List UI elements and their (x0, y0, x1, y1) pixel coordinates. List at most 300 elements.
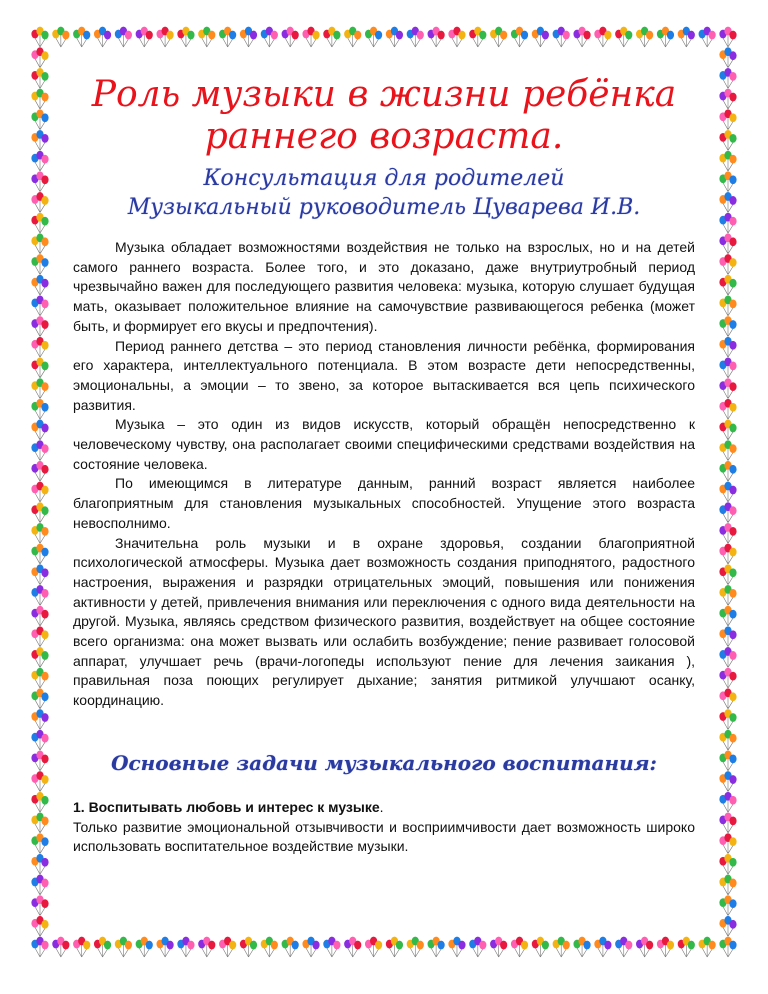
balloon (41, 796, 48, 805)
balloon (646, 31, 653, 40)
balloon-cluster (31, 771, 48, 791)
balloon (250, 31, 257, 40)
balloon-cluster (532, 937, 549, 957)
balloon-cluster (282, 937, 299, 957)
balloon (41, 93, 48, 102)
balloon (729, 899, 736, 908)
balloon-cluster (156, 937, 173, 957)
balloon-cluster (553, 27, 570, 47)
task-title: 1. Воспитывать любовь и интерес к музыке (73, 799, 380, 815)
task-heading (73, 798, 695, 818)
balloon (729, 858, 736, 867)
balloon-cluster (323, 937, 340, 957)
balloon-cluster (31, 523, 48, 543)
balloon (229, 31, 236, 40)
balloon (41, 237, 48, 246)
balloon-cluster (719, 27, 736, 47)
balloon (41, 610, 48, 619)
balloon-cluster (323, 27, 340, 47)
balloon (41, 279, 48, 288)
balloon-cluster (31, 233, 48, 253)
balloon (729, 589, 736, 598)
balloon-cluster (31, 606, 48, 626)
balloon-cluster (302, 27, 319, 47)
balloon (729, 465, 736, 474)
title-line-1: Роль музыки в жизни ребёнка (91, 74, 677, 115)
balloon-cluster (94, 27, 111, 47)
balloon-cluster (719, 275, 736, 295)
balloon (104, 941, 111, 950)
balloon (41, 444, 48, 453)
balloon (41, 51, 48, 60)
balloon (500, 31, 507, 40)
balloon-cluster (365, 937, 382, 957)
balloon (625, 31, 632, 40)
balloon (604, 941, 611, 950)
balloon-cluster (31, 275, 48, 295)
balloon-cluster (344, 937, 361, 957)
balloon (729, 134, 736, 143)
balloon (41, 568, 48, 577)
balloon (583, 31, 590, 40)
balloon-cluster (31, 420, 48, 440)
balloon (729, 527, 736, 536)
balloon-cluster (719, 440, 736, 460)
balloon (521, 941, 528, 950)
task-item (73, 798, 695, 857)
balloon-cluster (719, 420, 736, 440)
balloon (417, 31, 424, 40)
task-text: Только развитие эмоциональной отзывчивости и восприимчивости дает возможность широко использовать воспитательное воздействие музыки. (73, 818, 695, 855)
balloon-cluster (719, 813, 736, 833)
balloon (146, 941, 153, 950)
balloon (354, 941, 361, 950)
balloon-cluster (31, 482, 48, 502)
balloon (604, 31, 611, 40)
balloon-cluster (594, 27, 611, 47)
balloon-cluster (407, 937, 424, 957)
balloon (729, 548, 736, 557)
balloon-cluster (31, 833, 48, 853)
balloon-cluster (31, 502, 48, 522)
balloon (292, 941, 299, 950)
balloon (41, 465, 48, 474)
balloon (41, 879, 48, 888)
balloon (667, 31, 674, 40)
balloon-cluster (31, 130, 48, 150)
balloon-cluster (31, 792, 48, 812)
balloon (729, 920, 736, 929)
balloon (271, 31, 278, 40)
balloon (625, 941, 632, 950)
balloon-cluster (31, 688, 48, 708)
balloon-cluster (31, 378, 48, 398)
balloon (208, 941, 215, 950)
balloon-cluster (31, 709, 48, 729)
balloon (729, 775, 736, 784)
balloon-cluster (240, 27, 257, 47)
balloon (646, 941, 653, 950)
balloon-cluster (719, 109, 736, 129)
balloon (729, 320, 736, 329)
balloon (729, 817, 736, 826)
balloon (41, 424, 48, 433)
balloon-cluster (31, 895, 48, 915)
balloon-cluster (719, 295, 736, 315)
balloon (729, 258, 736, 267)
balloon (354, 31, 361, 40)
balloon (41, 217, 48, 226)
balloon-cluster (719, 378, 736, 398)
balloon (83, 941, 90, 950)
balloon (396, 941, 403, 950)
balloon-cluster (553, 937, 570, 957)
balloon (125, 941, 132, 950)
balloon (729, 879, 736, 888)
balloon (729, 734, 736, 743)
balloon (41, 837, 48, 846)
balloon-cluster (115, 937, 132, 957)
balloon-cluster (31, 647, 48, 667)
balloon-cluster (31, 358, 48, 378)
balloon-cluster (344, 27, 361, 47)
balloon (729, 113, 736, 122)
balloon (583, 941, 590, 950)
balloon-cluster (719, 647, 736, 667)
balloon-cluster (31, 461, 48, 481)
balloon-cluster (678, 27, 695, 47)
balloon (229, 941, 236, 950)
balloon-cluster (31, 213, 48, 233)
balloon (41, 382, 48, 391)
balloon (729, 217, 736, 226)
balloon (41, 817, 48, 826)
balloon (41, 341, 48, 350)
balloon-cluster (31, 254, 48, 274)
balloon (729, 382, 736, 391)
balloon (333, 31, 340, 40)
balloon-cluster (31, 585, 48, 605)
balloon (41, 196, 48, 205)
balloon-cluster (719, 461, 736, 481)
balloon (41, 320, 48, 329)
balloon-cluster (719, 213, 736, 233)
balloon-cluster (31, 109, 48, 129)
balloon-cluster (407, 27, 424, 47)
balloon-cluster (719, 564, 736, 584)
balloon-cluster (719, 171, 736, 191)
balloon (729, 713, 736, 722)
balloon-cluster (240, 937, 257, 957)
balloon-cluster (428, 27, 445, 47)
balloon-cluster (615, 937, 632, 957)
balloon-cluster (31, 668, 48, 688)
balloon (41, 31, 48, 40)
balloon-cluster (719, 358, 736, 378)
balloon (729, 672, 736, 681)
balloon-cluster (719, 482, 736, 502)
balloon-cluster (469, 937, 486, 957)
balloon-cluster (31, 937, 48, 957)
balloon (396, 31, 403, 40)
balloon-cluster (719, 875, 736, 895)
balloon (729, 155, 736, 164)
balloon (292, 31, 299, 40)
balloon (688, 941, 695, 950)
balloon (333, 941, 340, 950)
balloon (729, 630, 736, 639)
balloon-cluster (428, 937, 445, 957)
balloon (542, 941, 549, 950)
balloon-cluster (719, 130, 736, 150)
balloon (250, 941, 257, 950)
balloon (41, 72, 48, 81)
balloon (729, 72, 736, 81)
balloon-cluster (177, 27, 194, 47)
balloon-cluster (31, 875, 48, 895)
balloon (41, 734, 48, 743)
balloon-cluster (52, 27, 69, 47)
balloon-cluster (719, 792, 736, 812)
balloon (41, 692, 48, 701)
balloon (41, 630, 48, 639)
balloon-cluster (198, 937, 215, 957)
balloon (458, 941, 465, 950)
balloon (41, 589, 48, 598)
balloon-cluster (636, 937, 653, 957)
balloon (41, 299, 48, 308)
balloon (41, 713, 48, 722)
balloon-cluster (136, 937, 153, 957)
balloon (41, 672, 48, 681)
balloon (312, 31, 319, 40)
balloon-cluster (719, 833, 736, 853)
balloon-cluster (511, 27, 528, 47)
balloon (729, 941, 736, 950)
balloon (709, 941, 716, 950)
balloon-cluster (719, 688, 736, 708)
balloon-cluster (31, 68, 48, 88)
balloon (688, 31, 695, 40)
balloon-cluster (719, 68, 736, 88)
balloon-cluster (719, 337, 736, 357)
balloon (500, 941, 507, 950)
balloon (417, 941, 424, 950)
balloon-cluster (365, 27, 382, 47)
balloon (41, 899, 48, 908)
balloon-cluster (31, 750, 48, 770)
balloon (41, 858, 48, 867)
balloon (438, 941, 445, 950)
balloon-cluster (719, 895, 736, 915)
section-heading: Основные задачи музыкального воспитания: (111, 751, 657, 775)
balloon-cluster (699, 937, 716, 957)
balloon (521, 31, 528, 40)
balloon-cluster (719, 916, 736, 936)
balloon (41, 134, 48, 143)
balloon-cluster (282, 27, 299, 47)
balloon (208, 31, 215, 40)
title-line-2: раннего возраста. (204, 116, 564, 157)
balloon-cluster (156, 27, 173, 47)
balloon-cluster (719, 316, 736, 336)
balloon (458, 31, 465, 40)
balloon (729, 51, 736, 60)
balloon-cluster (448, 937, 465, 957)
balloon (729, 837, 736, 846)
balloon-cluster (719, 544, 736, 564)
balloon-cluster (386, 27, 403, 47)
balloon-cluster (719, 254, 736, 274)
balloon-cluster (719, 750, 736, 770)
balloon (41, 651, 48, 660)
balloon-cluster (31, 916, 48, 936)
balloon-cluster (719, 233, 736, 253)
balloon (729, 31, 736, 40)
balloon-cluster (719, 89, 736, 109)
balloon (729, 424, 736, 433)
balloon-cluster (719, 937, 736, 957)
balloon-cluster (657, 937, 674, 957)
paragraph: Музыка обладает возможностями воздействия не только на взрослых, но и на детей самого раннего возраста. Более того, и это доказано, даже внутриутробный период чрезвычайно важен для последующего развития человека: музыка, которую слушает будущая мать, оказывает положительное влияние на самочувствие развивающегося ребенка (может быть, и формирует его вкусы и предпочтения). (73, 239, 695, 334)
balloon (729, 486, 736, 495)
balloon-cluster (261, 937, 278, 957)
balloon (375, 31, 382, 40)
balloon-cluster (31, 192, 48, 212)
balloon (563, 941, 570, 950)
balloon-cluster (594, 937, 611, 957)
balloon-cluster (31, 854, 48, 874)
balloon (729, 237, 736, 246)
balloon (312, 941, 319, 950)
balloon (375, 941, 382, 950)
balloon-cluster (573, 27, 590, 47)
balloon (187, 31, 194, 40)
balloon-cluster (719, 585, 736, 605)
balloon-cluster (31, 316, 48, 336)
paragraph: Период раннего детства – это период становления личности ребёнка, формирования его характера, интеллектуального потенциала. В этом возрасте дети непосредственны, эмоциональны, а эмоции – то звено, за которое вытаскивается вся цепь психического развития. (73, 337, 695, 413)
paragraph: Значительна роль музыки и в охране здоровья, создании благоприятной психологической атмосферы. Музыка дает возможность создания приподнятого, радостного настроения, выражения и разрядки отрицательных эмоций, повышения или понижения активности у детей, привлечения внимания или переключения с одного вида деятельности на другой. Музыка, являясь средством физического развития, воздействует на общее состояние всего организма: она может вызвать или ослабить возбуждение; пение развивает голосовой аппарат, улучшает речь (врачи-логопеды используют пение для лечения заикания ), правильная поза поющих регулирует дыхание; занятия ритмикой улучшают осанку, координацию. (73, 534, 695, 709)
balloon-cluster (719, 606, 736, 626)
balloon (729, 196, 736, 205)
balloon (41, 155, 48, 164)
balloon-cluster (219, 27, 236, 47)
balloon (729, 341, 736, 350)
balloon (542, 31, 549, 40)
balloon (41, 486, 48, 495)
page-title (60, 74, 708, 158)
balloon (41, 506, 48, 515)
balloon-cluster (177, 937, 194, 957)
balloon-cluster (31, 89, 48, 109)
balloon-cluster (490, 27, 507, 47)
balloon-cluster (52, 937, 69, 957)
balloon (41, 175, 48, 184)
balloon-cluster (94, 937, 111, 957)
balloon-cluster (719, 502, 736, 522)
balloon-cluster (31, 730, 48, 750)
balloon (729, 692, 736, 701)
balloon (729, 651, 736, 660)
balloon-cluster (115, 27, 132, 47)
balloon-cluster (31, 440, 48, 460)
balloon-cluster (31, 399, 48, 419)
balloon (62, 31, 69, 40)
balloon (271, 941, 278, 950)
balloon (729, 444, 736, 453)
balloon (729, 506, 736, 515)
balloon (83, 31, 90, 40)
balloon-cluster (699, 27, 716, 47)
balloon (41, 754, 48, 763)
balloon-cluster (719, 47, 736, 67)
balloon-cluster (719, 854, 736, 874)
balloon-cluster (73, 937, 90, 957)
balloon (729, 754, 736, 763)
balloon (166, 31, 173, 40)
balloon-cluster (31, 564, 48, 584)
balloon (479, 31, 486, 40)
balloon (479, 941, 486, 950)
balloon (729, 279, 736, 288)
balloon (709, 31, 716, 40)
balloon (146, 31, 153, 40)
balloon-cluster (386, 937, 403, 957)
balloon-cluster (31, 337, 48, 357)
balloon-cluster (469, 27, 486, 47)
balloon-cluster (719, 399, 736, 419)
balloon-cluster (136, 27, 153, 47)
balloon (41, 548, 48, 557)
balloon-cluster (31, 544, 48, 564)
balloon-cluster (302, 937, 319, 957)
balloon-cluster (636, 27, 653, 47)
balloon-cluster (719, 151, 736, 171)
balloon-cluster (73, 27, 90, 47)
balloon-cluster (198, 27, 215, 47)
balloon (729, 568, 736, 577)
balloon-cluster (719, 626, 736, 646)
balloon (62, 941, 69, 950)
balloon (729, 175, 736, 184)
balloon-cluster (31, 626, 48, 646)
balloon-cluster (31, 295, 48, 315)
balloon (667, 941, 674, 950)
balloon (729, 403, 736, 412)
balloon (729, 299, 736, 308)
balloon (729, 93, 736, 102)
balloon-cluster (219, 937, 236, 957)
balloon (729, 362, 736, 371)
balloon (104, 31, 111, 40)
balloon-cluster (490, 937, 507, 957)
article-body (73, 238, 695, 711)
author-line: Музыкальный руководитель Цуварева И.В. (127, 195, 641, 220)
paragraph: По имеющимся в литературе данным, ранний возраст является наиболее благоприятным для становления музыкальных способностей. Упущение этого возраста невосполнимо. (73, 475, 695, 531)
paragraph: Музыка – это один из видов искусств, который обращён непосредственно к человеческому чувству, она располагает своими специфическими средствами воздействия на состояние человека. (73, 416, 695, 472)
balloon (41, 403, 48, 412)
balloon (41, 113, 48, 122)
balloon (166, 941, 173, 950)
balloon-cluster (719, 192, 736, 212)
balloon-cluster (31, 47, 48, 67)
balloon (187, 941, 194, 950)
balloon (563, 31, 570, 40)
balloon (41, 941, 48, 950)
balloon-cluster (719, 668, 736, 688)
balloon-cluster (678, 937, 695, 957)
balloon (41, 258, 48, 267)
